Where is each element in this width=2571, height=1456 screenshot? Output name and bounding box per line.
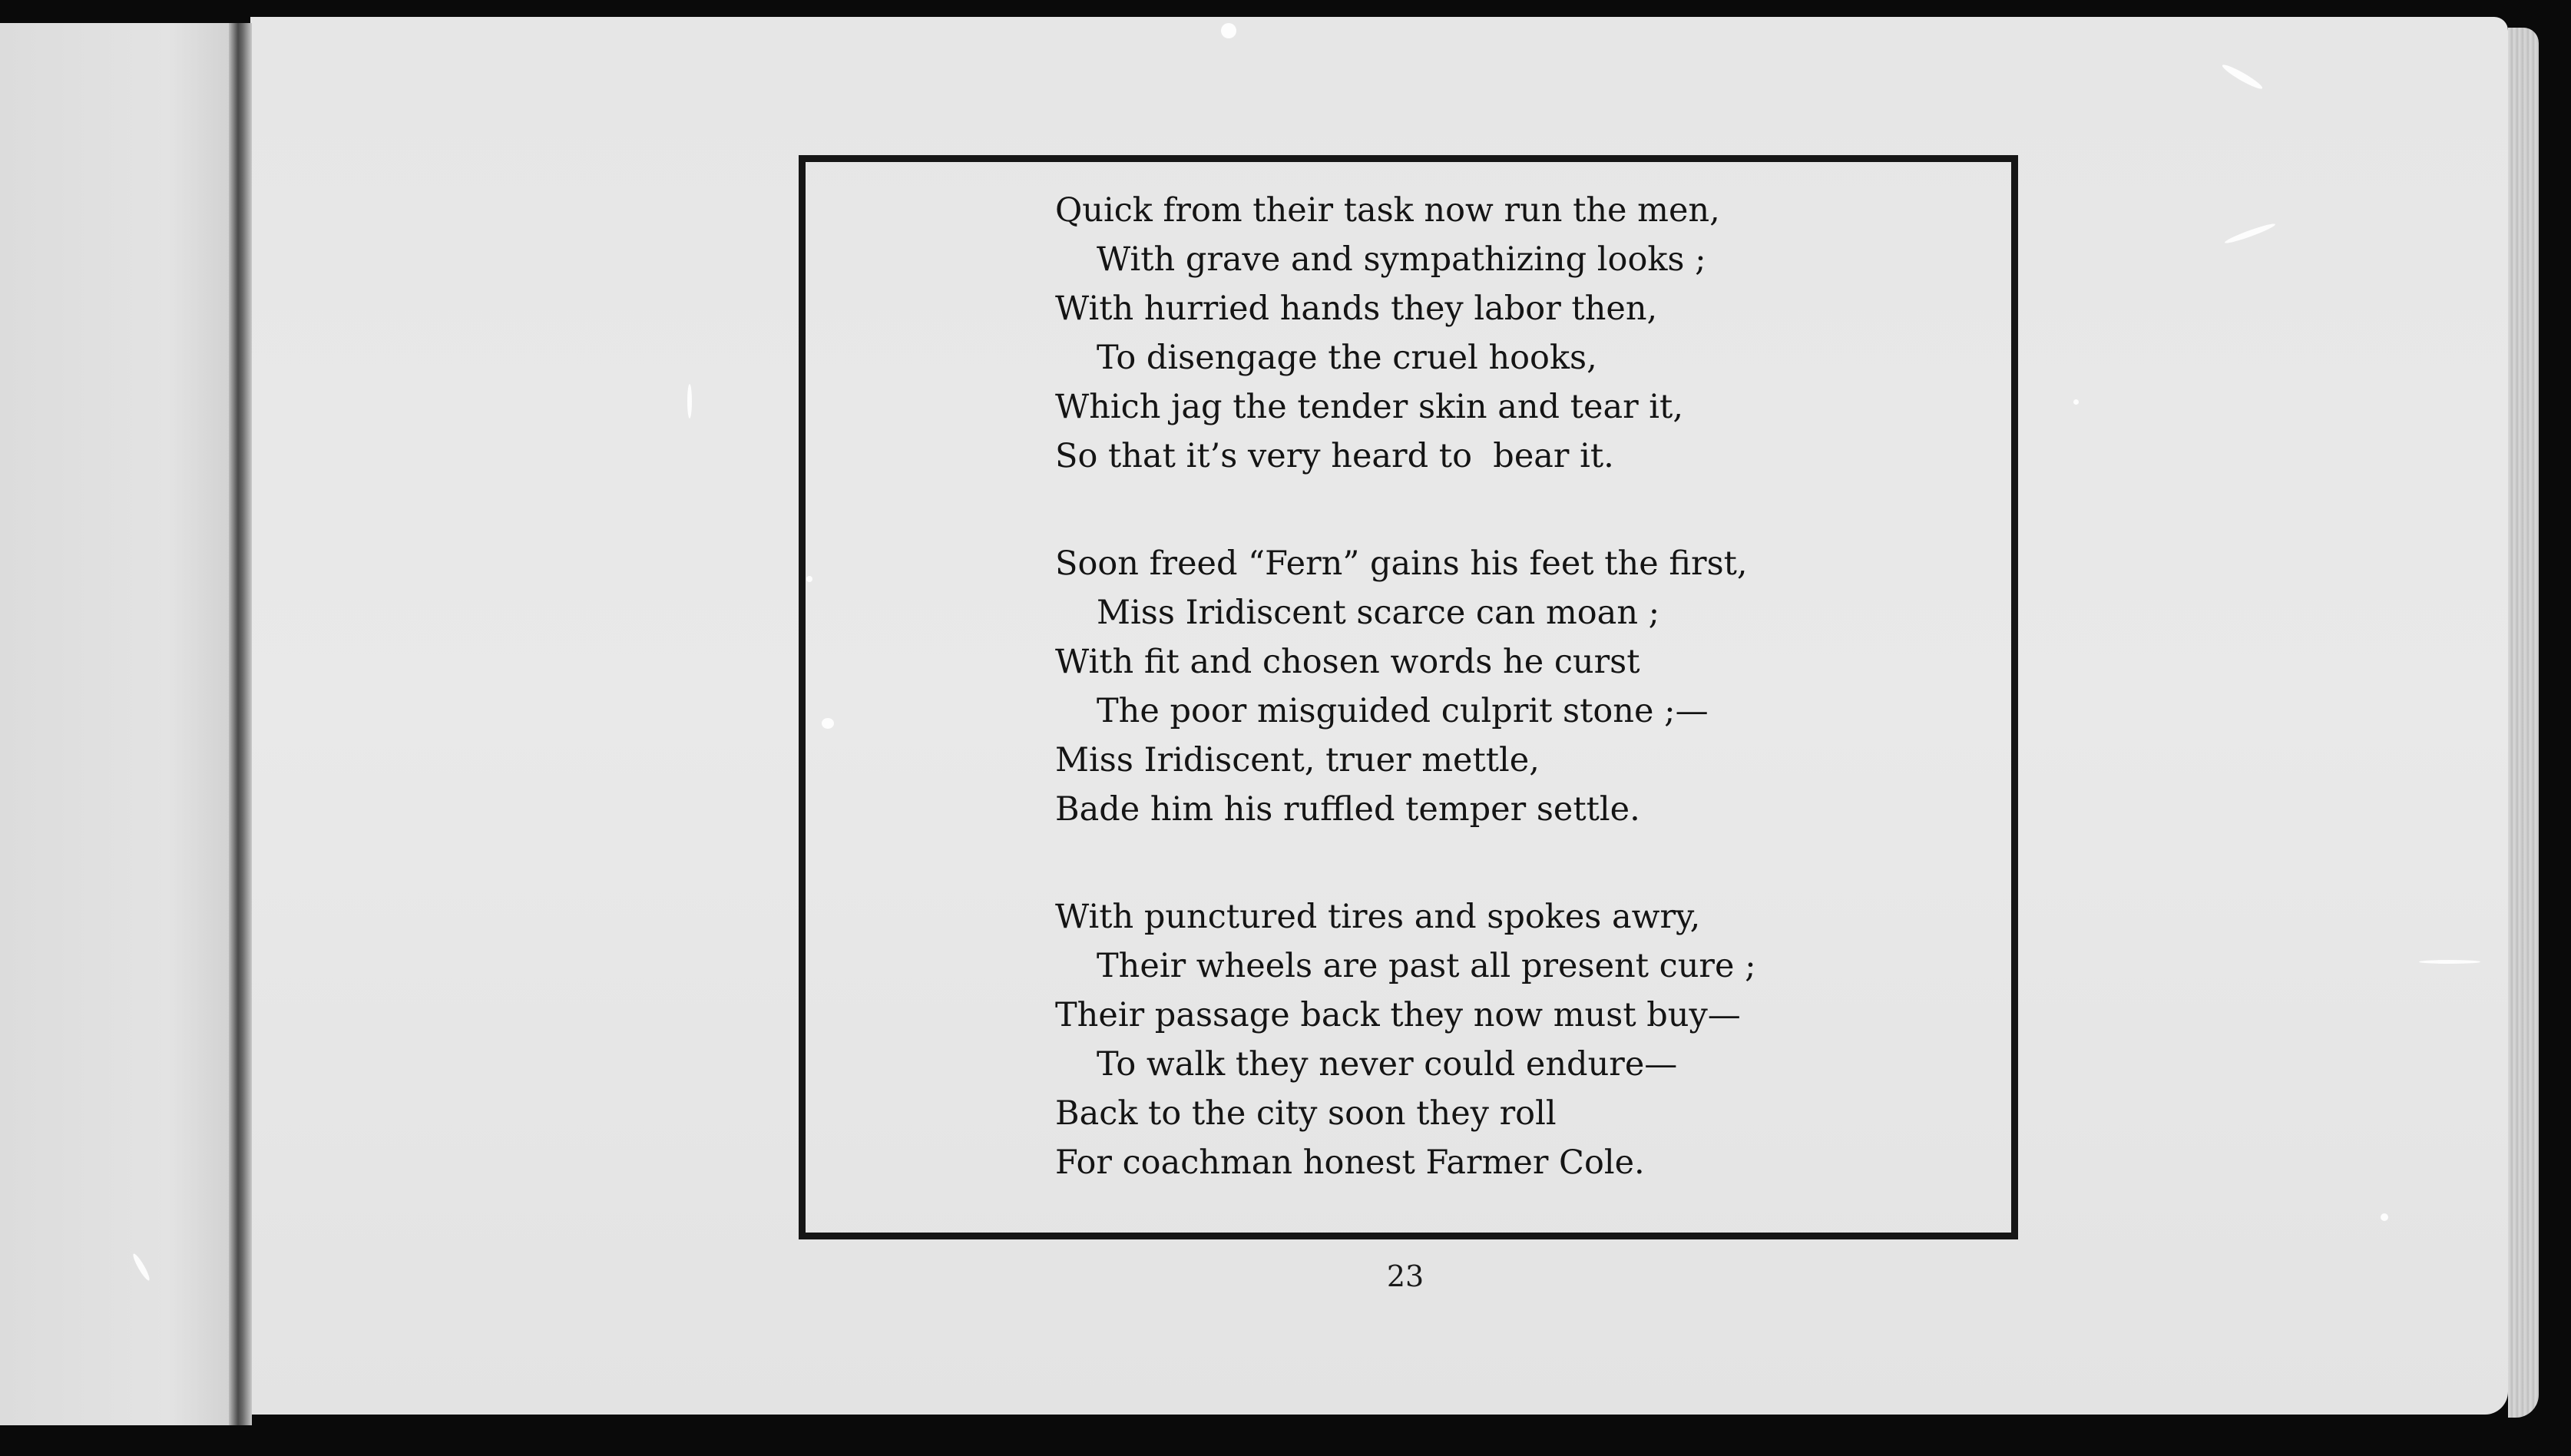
poem-line: To walk they never could endure— — [1097, 1045, 1678, 1084]
poem-line: Miss Iridiscent scarce can moan ; — [1097, 594, 1660, 632]
poem-line: To disengage the cruel hooks, — [1097, 339, 1597, 377]
poem-text-block — [1055, 186, 1977, 1187]
dust-speck — [2419, 960, 2480, 964]
poem-line: With grave and sympathizing looks ; — [1097, 240, 1706, 279]
poem-line: With hurried hands they labor then, — [1055, 290, 1658, 328]
page-number: 23 — [1386, 1259, 1424, 1293]
stanza — [1055, 892, 1977, 1187]
poem-line: Miss Iridiscent, truer mettle, — [1055, 741, 1540, 779]
dust-speck — [806, 576, 812, 582]
dust-speck — [822, 718, 834, 729]
poem-line: So that it’s very heard to bear it. — [1055, 437, 1614, 475]
dust-speck — [2381, 1213, 2388, 1221]
poem-line: Their passage back they now must buy— — [1055, 996, 1741, 1034]
book-gutter — [229, 23, 252, 1425]
stanza — [1055, 186, 1977, 481]
stanza — [1055, 539, 1977, 834]
stanza-spacer — [1055, 481, 1977, 539]
poem-line: Back to the city soon they roll — [1055, 1094, 1557, 1133]
poem-line: Which jag the tender skin and tear it, — [1055, 388, 1684, 426]
dust-speck — [1221, 23, 1236, 38]
poem-line: Soon freed “Fern” gains his feet the first, — [1055, 544, 1748, 583]
poem-line: Quick from their task now run the men, — [1055, 191, 1720, 230]
poem-line: Bade him his ruffled temper settle. — [1055, 790, 1640, 829]
left-page-blank — [0, 23, 241, 1425]
poem-line: For coachman honest Farmer Cole. — [1055, 1143, 1645, 1182]
poem-line: Their wheels are past all present cure ; — [1097, 947, 1756, 985]
poem-line: With fit and chosen words he curst — [1055, 643, 1640, 681]
dust-speck — [687, 384, 692, 419]
stanza-spacer — [1055, 834, 1977, 892]
dust-speck — [2073, 399, 2079, 405]
poem-line: The poor misguided culprit stone ;— — [1097, 692, 1709, 730]
poem-line: With punctured tires and spokes awry, — [1055, 898, 1701, 936]
page-edge-stack — [2508, 28, 2539, 1418]
